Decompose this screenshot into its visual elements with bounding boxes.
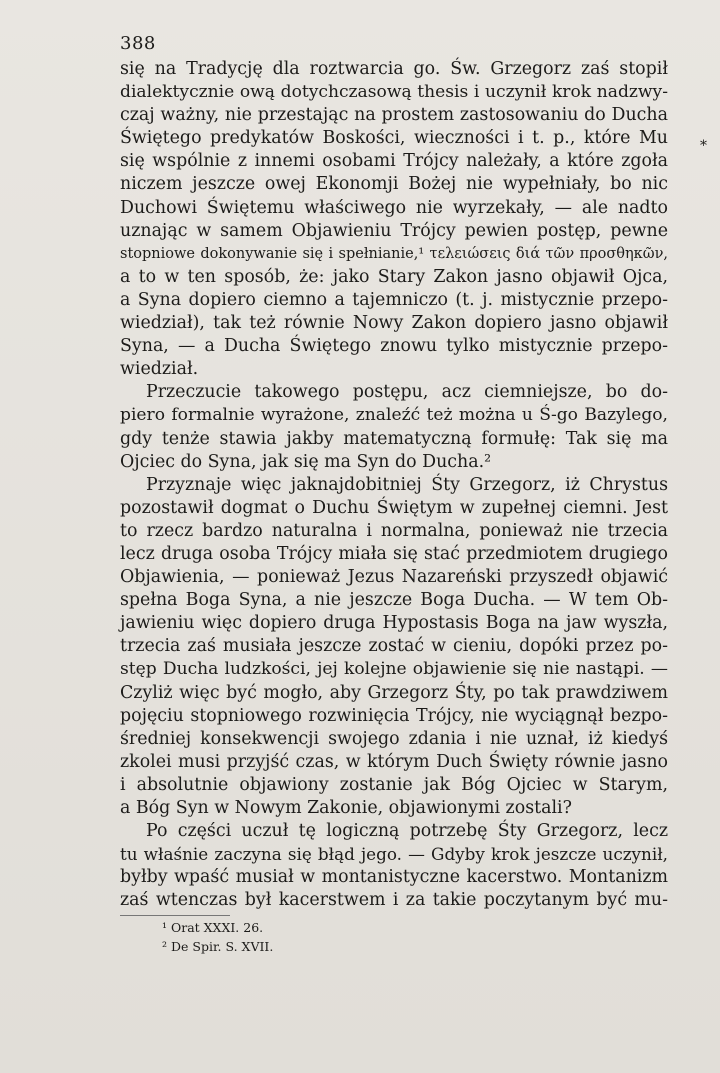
text-line: piero formalnie wyrażone, znaleźć też można u Ś-go Bazylego, (120, 405, 668, 426)
text-line: niczem jeszcze owej Ekonomji Bożej nie wypełniały, bo nic (120, 174, 668, 195)
footnote: ² De Spir. S. XVII. (162, 939, 274, 954)
text-line: Świętego predykatów Boskości, wieczności i t. p., które Mu (120, 128, 668, 149)
text-line: pojęciu stopniowego rozwinięcia Trójcy, nie wyciągnął bezpo- (120, 705, 668, 726)
text-line: a to w ten sposób, że: jako Stary Zakon jasno objawił Ojca, (120, 266, 668, 287)
text-line: uznając w samem Objawieniu Trójcy pewien postęp, pewne (120, 220, 668, 241)
text-line: Przyznaje więc jaknajdobitniej Śty Grzegorz, iż Chrystus (146, 474, 668, 495)
text-line: wiedział. (120, 359, 199, 380)
text-line: się na Tradycję dla roztwarcia go. Św. Grzegorz zaś stopił (120, 59, 668, 79)
text-line: trzecia zaś musiała jeszcze zostać w cieniu, dopóki przez po- (120, 636, 668, 657)
text-line: a Syna dopiero ciemno a tajemniczo (t. j. mistycznie przepo- (120, 289, 668, 310)
text-line: tu właśnie zaczyna się błąd jego. — Gdyby krok jeszcze uczynił, (120, 844, 668, 865)
text-line: czaj ważny, nie przestając na prostem zastosowaniu do Ducha (120, 105, 668, 126)
body-text (120, 58, 668, 912)
text-line: a Bóg Syn w Nowym Zakonie, objawionymi zostali? (120, 798, 572, 818)
page-number: 388 (120, 33, 156, 54)
text-line: zkolei musi przyjść czas, w którym Duch Święty równie jasno (120, 751, 668, 772)
text-line: wiedział), tak też równie Nowy Zakon dopiero jasno objawił (120, 313, 668, 334)
text-line: Objawienia, — ponieważ Jezus Nazareński przyszedł objawić (120, 567, 668, 588)
text-line: Czyliż więc być mogło, aby Grzegorz Śty, po tak prawdziwem (120, 682, 668, 703)
text-line: byłby wpaść musiał w montanistyczne kacerstwo. Montanizm (120, 867, 668, 888)
text-line: pozostawił dogmat o Duchu Świętym w zupełnej ciemni. Jest (120, 497, 668, 518)
text-line: stopniowe dokonywanie się i spełnianie,¹ τελειώσεις διά τῶν προσθηκῶν, (120, 245, 668, 262)
text-line: i absolutnie objawiony zostanie jak Bóg Ojciec w Starym, (120, 774, 668, 795)
text-line: to rzecz bardzo naturalna i normalna, ponieważ nie trzecia (120, 520, 668, 541)
text-line: średniej konsekwencji swojego zdania i nie uznał, iż kiedyś (120, 728, 668, 749)
text-line: dialektycznie ową dotychczasową thesis i uczynił krok nadzwy- (120, 82, 668, 103)
footnotes (162, 918, 273, 956)
text-line: Ojciec do Syna, jak się ma Syn do Ducha.² (120, 451, 492, 472)
text-line: Po części uczuł tę logiczną potrzebę Śty Grzegorz, lecz (146, 821, 668, 842)
margin-mark: * (700, 138, 707, 154)
text-line: się wspólnie z innemi osobami Trójcy należały, a które zgoła (120, 151, 668, 172)
footnote: ¹ Orat XXXI. 26. (162, 920, 264, 935)
text-line: stęp Ducha ludzkości, jej kolejne objawienie się nie nastąpi. — (120, 659, 668, 680)
text-line: Syna, — a Ducha Świętego znowu tylko mistycznie przepo- (120, 336, 668, 357)
text-line: gdy tenże stawia jakby matematyczną formułę: Tak się ma (120, 428, 668, 449)
text-line: spełna Boga Syna, a nie jeszcze Boga Ducha. — W tem Ob- (120, 590, 668, 611)
text-line: Przeczucie takowego postępu, acz ciemniejsze, bo do- (146, 382, 668, 403)
text-line: Duchowi Świętemu właściwego nie wyrzekały, — ale nadto (120, 197, 668, 218)
text-line: jawieniu więc dopiero druga Hypostasis Boga na jaw wyszła, (120, 613, 668, 634)
text-line: lecz druga osoba Trójcy miała się stać przedmiotem drugiego (120, 543, 668, 564)
text-line: zaś wtenczas był kacerstwem i za takie poczytanym być mu- (120, 890, 668, 911)
footnote-rule (120, 915, 230, 916)
